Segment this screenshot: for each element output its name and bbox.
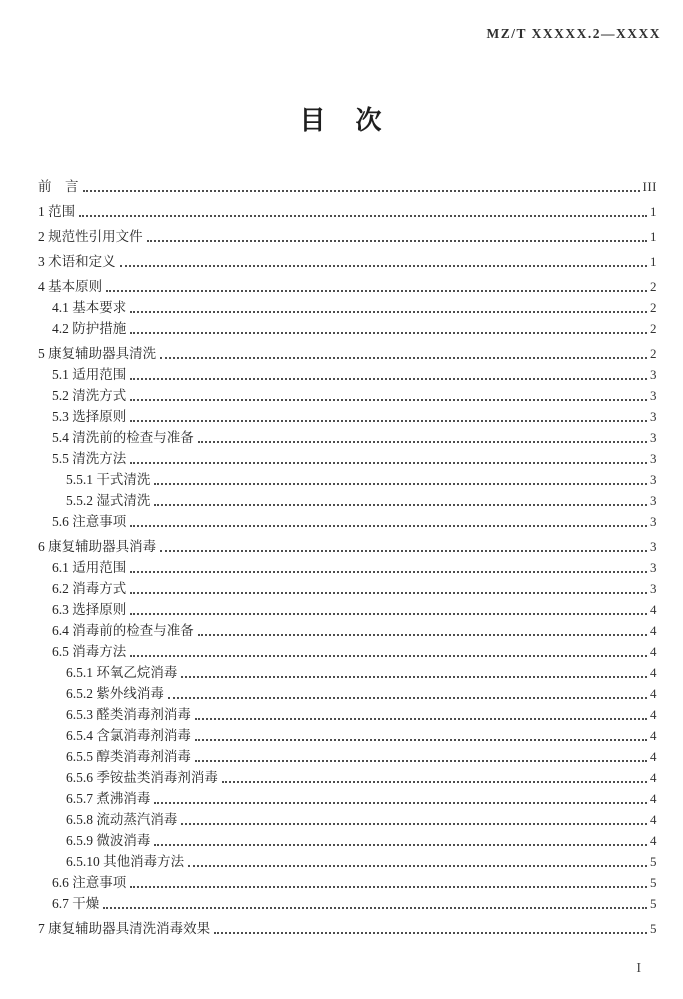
dot-leader: [130, 571, 647, 573]
toc-entry-label: 6.5.6 季铵盐类消毒剂消毒: [66, 770, 218, 786]
toc-entry-label: 6.5.3 醛类消毒剂消毒: [66, 707, 191, 723]
toc-entry-page: 3: [650, 539, 657, 555]
toc-entry-label: 前 言: [38, 179, 79, 195]
toc-entry: [38, 576, 657, 597]
toc-entry: [38, 765, 657, 786]
toc-entry: [38, 555, 657, 576]
toc-entry-page: 5: [650, 896, 657, 912]
dot-leader: [120, 265, 647, 267]
dot-leader: [154, 483, 647, 485]
toc-entry: [38, 249, 657, 270]
dot-leader: [198, 441, 647, 443]
toc-entry-page: 3: [650, 430, 657, 446]
dot-leader: [160, 550, 647, 552]
toc-entry-label: 6.7 干燥: [52, 896, 100, 912]
dot-leader: [154, 802, 647, 804]
toc-entry-page: 4: [650, 644, 657, 660]
dot-leader: [181, 823, 647, 825]
toc-entry: [38, 274, 657, 295]
toc-entry: [38, 597, 657, 618]
toc-entry: [38, 295, 657, 316]
dot-leader: [154, 504, 647, 506]
toc-entry-label: 6 康复辅助器具消毒: [38, 539, 157, 555]
toc-entry: [38, 828, 657, 849]
dot-leader: [195, 760, 647, 762]
toc-entry-label: 6.5.9 微波消毒: [66, 833, 151, 849]
toc-entry: [38, 723, 657, 744]
toc-entry-label: 6.5.8 流动蒸汽消毒: [66, 812, 178, 828]
toc-entry-label: 6.5.10 其他消毒方法: [66, 854, 185, 870]
toc-entry-label: 1 范围: [38, 204, 76, 220]
toc-entry-label: 5.1 适用范围: [52, 367, 127, 383]
dot-leader: [130, 311, 647, 313]
toc-entry-page: 4: [650, 602, 657, 618]
toc-entry-page: 4: [650, 728, 657, 744]
toc-entry-page: 3: [650, 367, 657, 383]
dot-leader: [130, 332, 647, 334]
toc-entry-page: 3: [650, 388, 657, 404]
toc-entry-page: 2: [650, 279, 657, 295]
toc-entry-page: 2: [650, 346, 657, 362]
toc-entry-page: 4: [650, 812, 657, 828]
toc-entry: [38, 341, 657, 362]
toc-entry-label: 6.2 消毒方式: [52, 581, 127, 597]
dot-leader: [214, 932, 647, 934]
toc-entry: [38, 174, 657, 195]
toc-entry-page: 3: [650, 451, 657, 467]
toc-entry-label: 6.4 消毒前的检查与准备: [52, 623, 194, 639]
toc-entry-label: 5.5 清洗方法: [52, 451, 127, 467]
toc-entry-label: 6.5.4 含氯消毒剂消毒: [66, 728, 191, 744]
toc-entry-label: 6.6 注意事项: [52, 875, 127, 891]
dot-leader: [130, 655, 647, 657]
toc-entry-page: 2: [650, 300, 657, 316]
toc-entry: [38, 446, 657, 467]
dot-leader: [222, 781, 647, 783]
toc-entry-page: 4: [650, 665, 657, 681]
dot-leader: [130, 525, 647, 527]
toc-entry-page: 3: [650, 493, 657, 509]
toc-entry-label: 6.5.1 环氧乙烷消毒: [66, 665, 178, 681]
toc-entry-page: 3: [650, 514, 657, 530]
toc-entry-label: 4 基本原则: [38, 279, 103, 295]
toc-entry-label: 5.6 注意事项: [52, 514, 127, 530]
dot-leader: [130, 399, 647, 401]
toc-entry: [38, 316, 657, 337]
toc-entry: [38, 639, 657, 660]
toc-entry-page: 4: [650, 686, 657, 702]
toc-entry-label: 6.5.7 煮沸消毒: [66, 791, 151, 807]
toc-title: 目 次: [299, 106, 384, 135]
toc-entry: [38, 509, 657, 530]
toc-entry: [38, 891, 657, 912]
dot-leader: [130, 886, 647, 888]
toc-entry: [38, 383, 657, 404]
toc-entry: [38, 681, 657, 702]
toc-entry: [38, 488, 657, 509]
toc-entry-page: III: [642, 179, 657, 195]
dot-leader: [130, 378, 647, 380]
toc-entry-label: 5.4 清洗前的检查与准备: [52, 430, 194, 446]
toc-entry-label: 5.2 清洗方式: [52, 388, 127, 404]
toc-entry-label: 4.2 防护措施: [52, 321, 127, 337]
toc-entry-page: 5: [650, 854, 657, 870]
toc-entry-page: 1: [650, 254, 657, 270]
toc-entry-label: 6.5 消毒方法: [52, 644, 127, 660]
toc-entry-label: 4.1 基本要求: [52, 300, 127, 316]
toc-entry-page: 4: [650, 749, 657, 765]
toc-entry-label: 3 术语和定义: [38, 254, 116, 270]
toc-entry-label: 5.5.1 干式清洗: [66, 472, 151, 488]
toc-entry-page: 1: [650, 229, 657, 245]
toc-entry-label: 6.3 选择原则: [52, 602, 127, 618]
dot-leader: [130, 613, 647, 615]
toc-entry-label: 7 康复辅助器具清洗消毒效果: [38, 921, 211, 937]
toc-entry-page: 4: [650, 707, 657, 723]
toc-entry: [38, 786, 657, 807]
toc-entry: [38, 224, 657, 245]
dot-leader: [181, 676, 647, 678]
toc-entry: [38, 870, 657, 891]
toc-entry: [38, 362, 657, 383]
dot-leader: [130, 592, 647, 594]
toc-entry: [38, 199, 657, 220]
toc-entry-label: 5 康复辅助器具清洗: [38, 346, 157, 362]
toc-entry: [38, 849, 657, 870]
toc-list: [38, 174, 657, 937]
toc-entry: [38, 618, 657, 639]
toc-entry-label: 2 规范性引用文件: [38, 229, 143, 245]
toc-entry-page: 2: [650, 321, 657, 337]
toc-entry-page: 5: [650, 875, 657, 891]
dot-leader: [160, 357, 647, 359]
toc-entry: [38, 807, 657, 828]
dot-leader: [168, 697, 647, 699]
footer-page-number: I: [636, 961, 641, 976]
dot-leader: [188, 865, 647, 867]
dot-leader: [103, 907, 647, 909]
toc-entry: [38, 744, 657, 765]
toc-entry-label: 5.3 选择原则: [52, 409, 127, 425]
toc-entry-label: 6.5.5 醇类消毒剂消毒: [66, 749, 191, 765]
toc-entry-page: 4: [650, 623, 657, 639]
dot-leader: [130, 420, 647, 422]
toc-entry: [38, 660, 657, 681]
toc-entry-page: 3: [650, 409, 657, 425]
toc-entry: [38, 467, 657, 488]
dot-leader: [195, 739, 647, 741]
dot-leader: [130, 462, 647, 464]
toc-entry-label: 5.5.2 湿式清洗: [66, 493, 151, 509]
toc-entry-page: 1: [650, 204, 657, 220]
toc-entry-page: 4: [650, 770, 657, 786]
toc-entry-page: 4: [650, 791, 657, 807]
toc-entry: [38, 916, 657, 937]
standard-code: MZ/T XXXXX.2—XXXX: [486, 26, 661, 41]
dot-leader: [83, 190, 640, 192]
toc-entry-label: 6.5.2 紫外线消毒: [66, 686, 164, 702]
toc-entry: [38, 404, 657, 425]
toc-entry: [38, 534, 657, 555]
toc-entry-label: 6.1 适用范围: [52, 560, 127, 576]
toc-entry: [38, 702, 657, 723]
dot-leader: [106, 290, 647, 292]
dot-leader: [79, 215, 647, 217]
toc-entry: [38, 425, 657, 446]
toc-entry-page: 3: [650, 560, 657, 576]
toc-entry-page: 3: [650, 472, 657, 488]
dot-leader: [154, 844, 647, 846]
dot-leader: [147, 240, 647, 242]
toc-entry-page: 3: [650, 581, 657, 597]
dot-leader: [198, 634, 647, 636]
toc-entry-page: 4: [650, 833, 657, 849]
dot-leader: [195, 718, 647, 720]
toc-entry-page: 5: [650, 921, 657, 937]
